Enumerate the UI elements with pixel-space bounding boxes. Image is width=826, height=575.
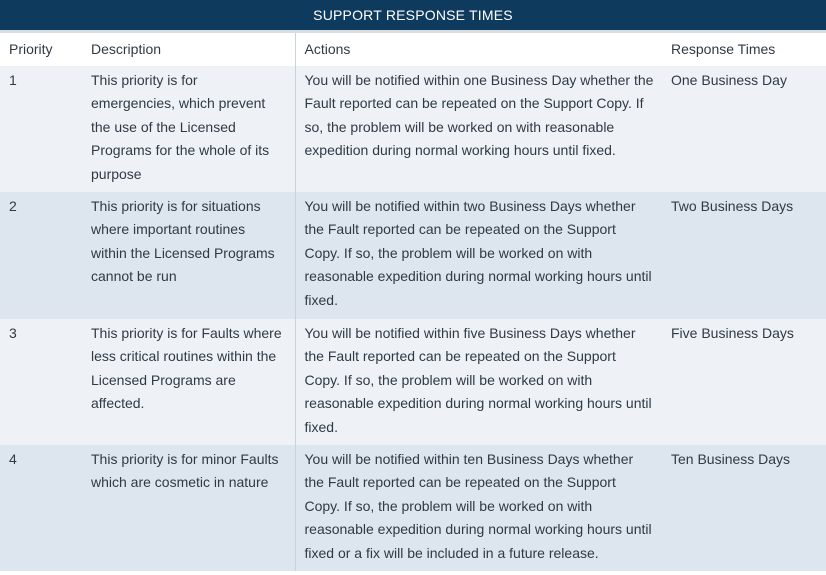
- priority-cell: 1: [0, 66, 82, 192]
- description-cell: This priority is for emergencies, which prevent the use of the Licensed Programs for the whole of its purpose: [82, 66, 295, 192]
- description-cell: This priority is for situations where important routines within the Licensed Programs cannot be run: [82, 192, 295, 319]
- actions-cell: You will be notified within ten Business Days whether the Fault reported can be repeated on the Support Copy. If so, the problem will be worked on with reasonable expedition during normal working hours until fixed or a fix will be included in a future release.: [295, 445, 662, 571]
- actions-cell: You will be notified within two Business Days whether the Fault reported can be repeated on the Support Copy. If so, the problem will be worked on with reasonable expedition during normal working hours until fixed.: [295, 192, 662, 319]
- table-row: [0, 66, 826, 192]
- actions-cell: You will be notified within five Business Days whether the Fault reported can be repeated on the Support Copy. If so, the problem will be worked on with reasonable expedition during normal working hours until fixed.: [295, 319, 662, 445]
- header-actions: Actions: [295, 33, 662, 66]
- header-description: Description: [82, 33, 295, 66]
- priority-cell: 4: [0, 445, 82, 571]
- response-time-cell: Two Business Days: [662, 192, 826, 319]
- response-time-cell: One Business Day: [662, 66, 826, 192]
- table-row: [0, 445, 826, 571]
- priority-cell: 3: [0, 319, 82, 445]
- table-row: [0, 319, 826, 445]
- response-time-cell: Ten Business Days: [662, 445, 826, 571]
- description-cell: This priority is for minor Faults which are cosmetic in nature: [82, 445, 295, 571]
- table-title: SUPPORT RESPONSE TIMES: [0, 0, 826, 33]
- actions-cell: You will be notified within one Business Day whether the Fault reported can be repeated on the Support Copy. If so, the problem will be worked on with reasonable expedition during normal working hours until fixed.: [295, 66, 662, 192]
- support-response-table: [0, 33, 826, 571]
- header-response-times: Response Times: [662, 33, 826, 66]
- priority-cell: 2: [0, 192, 82, 319]
- header-row: [0, 33, 826, 66]
- header-priority: Priority: [0, 33, 82, 66]
- description-cell: This priority is for Faults where less critical routines within the Licensed Programs are affected.: [82, 319, 295, 445]
- response-time-cell: Five Business Days: [662, 319, 826, 445]
- table-row: [0, 192, 826, 319]
